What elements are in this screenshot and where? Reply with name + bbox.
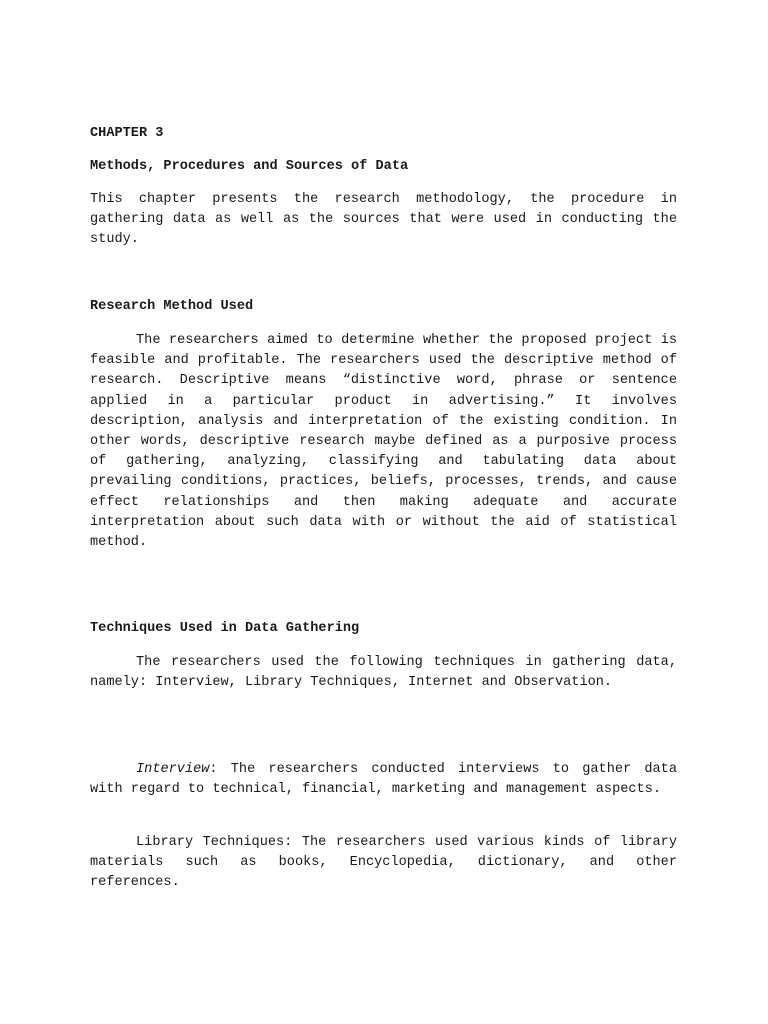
research-method-heading: Research Method Used	[90, 299, 254, 314]
interview-paragraph	[90, 760, 677, 800]
interview-term: Interview	[136, 762, 210, 777]
research-method-paragraph: The researchers aimed to determine whether the proposed project is feasible and profitable. The researchers used the descriptive method of research. Descriptive means “distinctive word, phrase or sentence applied in a particular product in advertising.” It involves description, analysis and interpretation of the existing condition. In other words, descriptive research maybe defined as a purposive process of gathering, analyzing, classifying and tabulating data about prevailing conditions, practices, beliefs, processes, trends, and cause effect relationships and then making adequate and accurate interpretation about such data with or without the aid of statistical method.	[90, 333, 677, 551]
library-paragraph: Library Techniques: The researchers used various kinds of library materials such as books, Encyclopedia, dictionary, and other references.	[90, 835, 677, 891]
chapter-title: Methods, Procedures and Sources of Data	[90, 159, 409, 174]
techniques-paragraph: The researchers used the following techniques in gathering data, namely: Interview, Library Techniques, Internet and Observation.	[90, 655, 677, 691]
intro-paragraph: This chapter presents the research methodology, the procedure in gathering data as well as the sources that were used in conducting the study.	[90, 192, 677, 248]
chapter-label: CHAPTER 3	[90, 126, 164, 141]
interview-text: : The researchers conducted interviews to gather data with regard to technical, financial, marketing and management aspects.	[90, 762, 677, 798]
techniques-heading: Techniques Used in Data Gathering	[90, 621, 360, 636]
